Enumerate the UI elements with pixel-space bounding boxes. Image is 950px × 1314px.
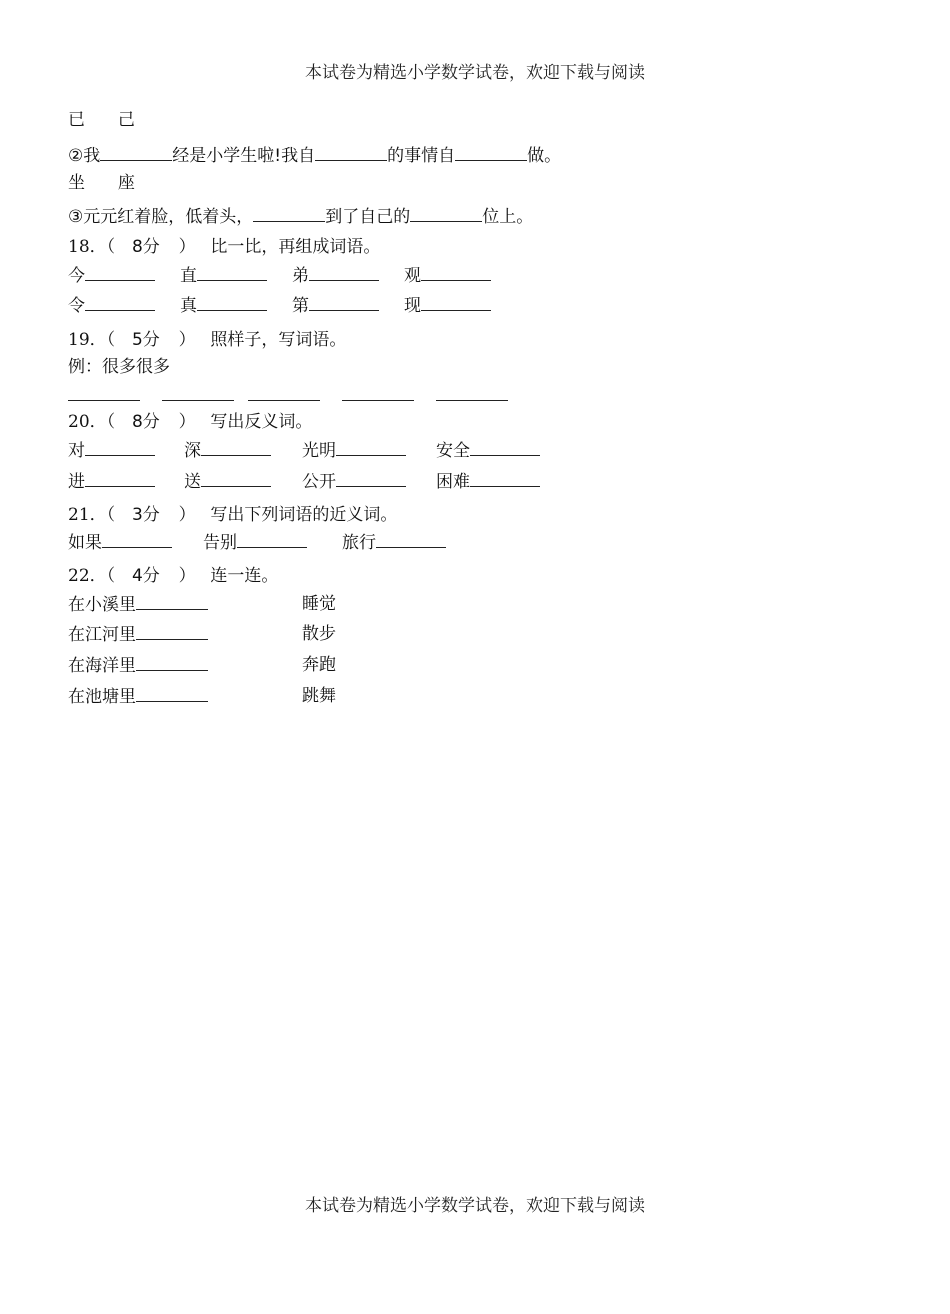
- question-title: 写出反义词。: [210, 412, 313, 432]
- question-18-heading: 18．（ 8分 ） 比一比，再组成词语。: [68, 237, 381, 257]
- word-item: 现: [404, 294, 491, 317]
- question-title: 照样子，写词语。: [210, 330, 347, 350]
- answer-blank[interactable]: [410, 205, 482, 222]
- char-pair-2: [68, 172, 135, 194]
- question-score: 3分: [131, 505, 160, 525]
- question-19-heading: 19．（ 5分 ） 照样子，写词语。: [68, 330, 347, 350]
- answer-blank[interactable]: [455, 144, 527, 161]
- word-item: 令: [68, 294, 155, 317]
- question-score: 8分: [131, 412, 160, 432]
- answer-blank[interactable]: [436, 384, 508, 407]
- word-item: 安全: [436, 439, 540, 462]
- char-option: 坐: [68, 173, 85, 193]
- word-item: 公开: [302, 470, 406, 493]
- word-item: 困难: [436, 470, 540, 493]
- question-21-heading: 21．（ 3分 ） 写出下列词语的近义词。: [68, 505, 398, 525]
- page-footer: 本试卷为精选小学数学试卷，欢迎下载与阅读: [305, 1196, 645, 1216]
- answer-blank[interactable]: [315, 144, 387, 161]
- word-item: 深: [184, 439, 271, 462]
- sentence-3: ③元元红着脸，低着头， 到了自己的 位上。: [68, 207, 534, 227]
- match-left-item: 在小溪里: [68, 593, 208, 616]
- question-22-heading: 22．（ 4分 ） 连一连。: [68, 566, 279, 586]
- question-title: 连一连。: [210, 566, 279, 586]
- word-item: 进: [68, 470, 155, 493]
- answer-blank[interactable]: [248, 384, 320, 407]
- char-pair-1: [68, 109, 135, 131]
- match-left-item: 在海洋里: [68, 654, 208, 677]
- char-option: 已: [68, 110, 85, 130]
- word-item: 真: [180, 294, 267, 317]
- word-item: 光明: [302, 439, 406, 462]
- answer-blank[interactable]: [100, 144, 172, 161]
- answer-blank[interactable]: [162, 384, 234, 407]
- question-20-heading: 20．（ 8分 ） 写出反义词。: [68, 412, 313, 432]
- example-text: 例：很多很多: [68, 357, 170, 377]
- question-title: 比一比，再组成词语。: [210, 237, 381, 257]
- word-item: 直: [180, 264, 267, 287]
- word-item: 旅行: [342, 531, 446, 554]
- word-item: 今: [68, 264, 155, 287]
- sentence-2: ②我 经是小学生啦!我自 的事情自 做。: [68, 146, 562, 166]
- question-score: 8分: [131, 237, 160, 257]
- match-left-item: 在江河里: [68, 623, 208, 646]
- answer-blank[interactable]: [68, 384, 140, 407]
- match-right-item[interactable]: 奔跑: [302, 655, 336, 675]
- question-score: 4分: [131, 566, 160, 586]
- answer-blank[interactable]: [253, 205, 325, 222]
- match-right-item[interactable]: 散步: [302, 624, 336, 644]
- page-header: 本试卷为精选小学数学试卷，欢迎下载与阅读: [305, 63, 645, 83]
- match-left-item: 在池塘里: [68, 685, 208, 708]
- word-item: 观: [404, 264, 491, 287]
- word-item: 送: [184, 470, 271, 493]
- word-item: 对: [68, 439, 155, 462]
- word-item: 如果: [68, 531, 172, 554]
- word-item: 弟: [292, 264, 379, 287]
- char-option: 己: [117, 110, 135, 130]
- word-item: 第: [292, 294, 379, 317]
- answer-blank[interactable]: [342, 384, 414, 407]
- char-option: 座: [117, 173, 135, 193]
- match-right-item[interactable]: 睡觉: [302, 594, 336, 614]
- word-item: 告别: [203, 531, 307, 554]
- question-title: 写出下列词语的近义词。: [210, 505, 398, 525]
- question-score: 5分: [131, 330, 160, 350]
- match-right-item[interactable]: 跳舞: [302, 686, 336, 706]
